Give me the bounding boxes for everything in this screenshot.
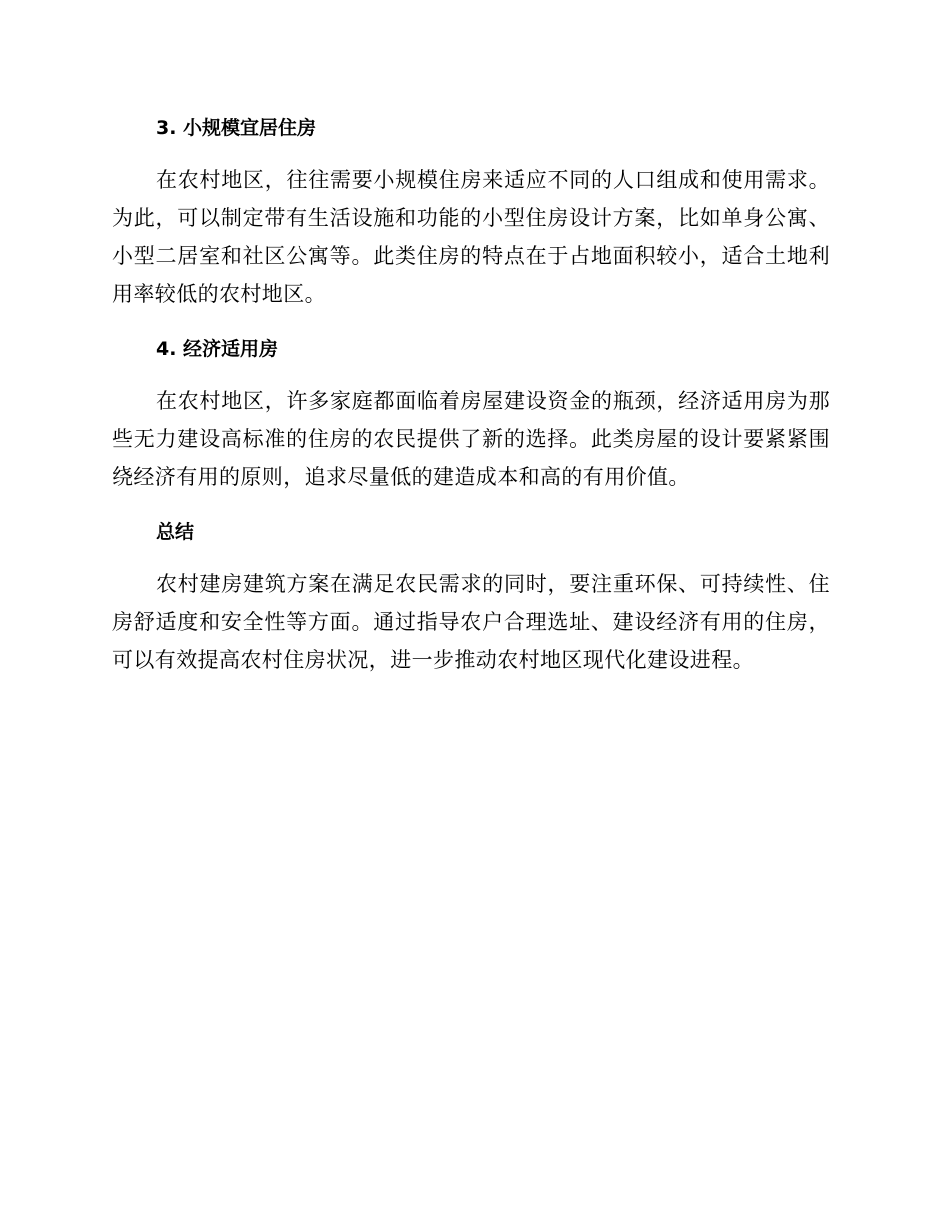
section-paragraph: 在农村地区，往往需要小规模住房来适应不同的人口组成和使用需求。为此，可以制定带有生活设施和功能的小型住房设计方案，比如单身公寓、小型二居室和社区公寓等。此类住房的特点在于占地面积较小，适合土地利用率较低的农村地区。 — [112, 168, 830, 306]
document-body — [112, 110, 830, 697]
section-paragraph: 在农村地区，许多家庭都面临着房屋建设资金的瓶颈，经济适用房为那些无力建设高标准的住房的农民提供了新的选择。此类房屋的设计要紧紧围绕经济有用的原则，追求尽量低的建造成本和高的有用价值。 — [112, 389, 830, 489]
section-affordable-housing — [112, 331, 830, 496]
section-heading: 4. 经济适用房 — [156, 338, 279, 360]
section-summary — [112, 514, 830, 679]
section-heading: 总结 — [156, 521, 195, 543]
section-paragraph: 农村建房建筑方案在满足农民需求的同时，要注重环保、可持续性、住房舒适度和安全性等方面。通过指导农户合理选址、建设经济有用的住房，可以有效提高农村住房状况，进一步推动农村地区现代化建设进程。 — [112, 572, 830, 672]
section-small-housing — [112, 110, 830, 313]
section-heading: 3. 小规模宜居住房 — [156, 117, 317, 139]
